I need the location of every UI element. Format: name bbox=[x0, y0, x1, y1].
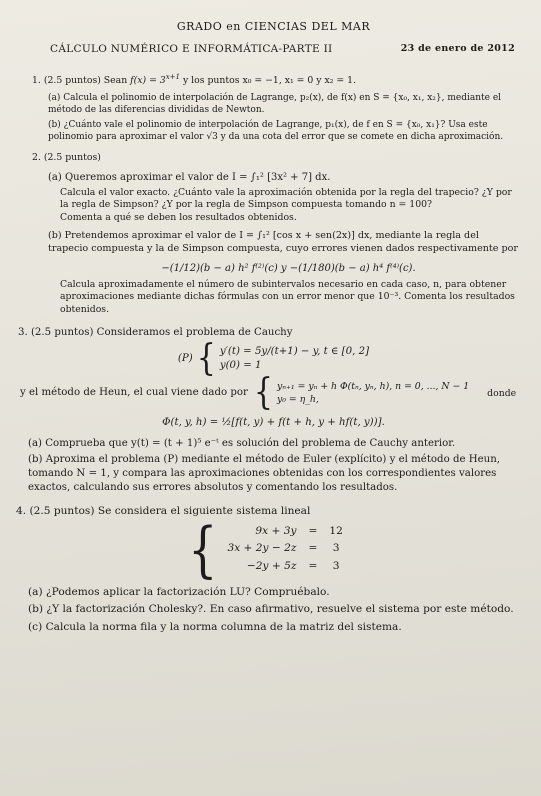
cauchy-problem bbox=[26, 337, 521, 380]
degree-title: GRADO en CIENCIAS DEL MAR bbox=[176, 20, 371, 33]
cauchy-system bbox=[177, 337, 370, 380]
heun-lines bbox=[277, 380, 469, 406]
q1-head-prefix: 1. (2.5 puntos) Sean bbox=[32, 75, 131, 87]
eq1-sign: = bbox=[308, 524, 318, 537]
question-3b: (b) Aproxima el problema (P) mediante el método de Euler (explícito) y el método de Heun, tomando N = 1, y compara las aproximaciones obtenidas con los correspondientes valores exactos, calculando sus errores absolutos y comentando los resultados. bbox=[28, 453, 501, 494]
heun-step: yₙ₊₁ = yₙ + h Φ(tₙ, yₙ, h), n = 0, ..., N − 1 bbox=[276, 381, 470, 393]
linear-system-block bbox=[188, 513, 349, 585]
question-1b: (b) ¿Cuánto vale el polinomio de interpolación de Lagrange, p₁(x), de f en S = {x₀, x₁}? Usa este polinomio para aproximar el valor √3 y da una cota del error que se comete en dicha aproximación. bbox=[48, 120, 504, 143]
heun-donde: donde bbox=[487, 387, 517, 399]
equation-row bbox=[221, 523, 348, 540]
eq1-lhs: 9x + 3y bbox=[255, 524, 297, 537]
question-3-heading: 3. (2.5 puntos) Consideramos el problema de Cauchy bbox=[18, 326, 293, 338]
question-4a: (a) ¿Podemos aplicar la factorización LU? Compruébalo. bbox=[28, 586, 330, 599]
question-4 bbox=[16, 504, 521, 636]
question-4c: (c) Calcula la norma fila y la norma columna de la matriz del sistema. bbox=[28, 620, 402, 633]
cauchy-initial: y(0) = 1 bbox=[219, 360, 262, 372]
left-brace: { bbox=[196, 337, 216, 380]
eq2-rhs: 3 bbox=[332, 542, 340, 555]
heun-initial: y₀ = η_h, bbox=[276, 394, 319, 406]
q1-head-exponent: x+1 bbox=[165, 73, 181, 81]
question-4-heading: 4. (2.5 puntos) Se considera el siguiente sistema lineal bbox=[16, 504, 311, 517]
heun-intro: y el método de Heun, el cual viene dado por bbox=[20, 387, 248, 399]
question-3a: (a) Comprueba que y(t) = (t + 1)⁵ e⁻ᵗ es solución del problema de Cauchy anterior. bbox=[28, 437, 456, 449]
eq3-rhs: 3 bbox=[332, 559, 340, 572]
course-header bbox=[26, 43, 521, 55]
question-1-heading bbox=[32, 73, 521, 87]
question-2-heading: 2. (2.5 puntos) bbox=[32, 152, 101, 164]
linear-system bbox=[16, 513, 521, 585]
question-2a-comment: Comenta a qué se deben los resultados obtenidos. bbox=[60, 211, 297, 223]
heun-method bbox=[20, 371, 521, 414]
question-2b-text: Calcula aproximadamente el número de subintervalos necesario en cada caso, n, para obtener aproximaciones mediante dichas fórmulas con un error menor que 10⁻³. Comenta los resultados obtenidos. bbox=[60, 278, 515, 315]
question-2b-formula: −(1/12)(b − a) h² f⁽²⁾(c) y −(1/180)(b − a) h⁴ f⁽⁴⁾(c). bbox=[161, 262, 416, 274]
heun-brace: { bbox=[253, 371, 273, 414]
question-1 bbox=[26, 73, 521, 144]
q1-head-points: y los puntos x₀ = −1, x₁ = 0 y x₂ = 1. bbox=[180, 75, 357, 87]
problem-label: (P) bbox=[177, 353, 193, 365]
cauchy-lines bbox=[220, 345, 369, 374]
phi-formula: Φ(t, y, h) = ½[f(t, y) + f(t + h, y + hf(t, y))]. bbox=[162, 417, 385, 429]
course-title: CÁLCULO NUMÉRICO E INFORMÁTICA-PARTE II bbox=[50, 43, 333, 55]
eq3-lhs: −2y + 5z bbox=[246, 559, 297, 572]
question-2a-text: Calcula el valor exacto. ¿Cuánto vale la aproximación obtenida por la regla del trapecio? ¿Y por la regla de Simpson? ¿Y por la regla de Simpson compuesta tomando n = 100? bbox=[60, 186, 512, 211]
eq1-rhs: 12 bbox=[329, 524, 343, 537]
system-equations bbox=[221, 523, 348, 575]
equation-row bbox=[221, 540, 348, 557]
question-2b-intro: (b) Pretendemos aproximar el valor de I = ∫₁² [cos x + sen(2x)] dx, mediante la regla del trapecio compuesta y la de Simpson compuesta, cuyo errores vienen dados respectivamente por bbox=[48, 230, 519, 254]
q1-head-function: f(x) = 3 bbox=[130, 75, 166, 87]
question-4b: (b) ¿Y la factorización Cholesky?. En caso afirmativo, resuelve el sistema por este método. bbox=[28, 603, 514, 616]
question-3 bbox=[18, 326, 521, 496]
cauchy-ode: y′(t) = 5y/(t+1) − y, t ∈ [0, 2] bbox=[219, 345, 370, 357]
question-2 bbox=[26, 152, 521, 316]
eq2-lhs: 3x + 2y − 2z bbox=[227, 542, 297, 555]
eq3-sign: = bbox=[308, 559, 318, 572]
equation-row bbox=[221, 558, 348, 575]
exam-date: 23 de enero de 2012 bbox=[400, 43, 515, 54]
question-2a-intro: (a) Queremos aproximar el valor de I = ∫₁² [3x² + 7] dx. bbox=[48, 171, 331, 183]
eq2-sign: = bbox=[308, 542, 318, 555]
system-brace: { bbox=[188, 513, 218, 585]
question-1a: (a) Calcula el polinomio de interpolación de Lagrange, p₂(x), de f(x) en S = {x₀, x₁, x₂}, mediante el método de las diferencias divididas de Newton. bbox=[48, 93, 502, 116]
